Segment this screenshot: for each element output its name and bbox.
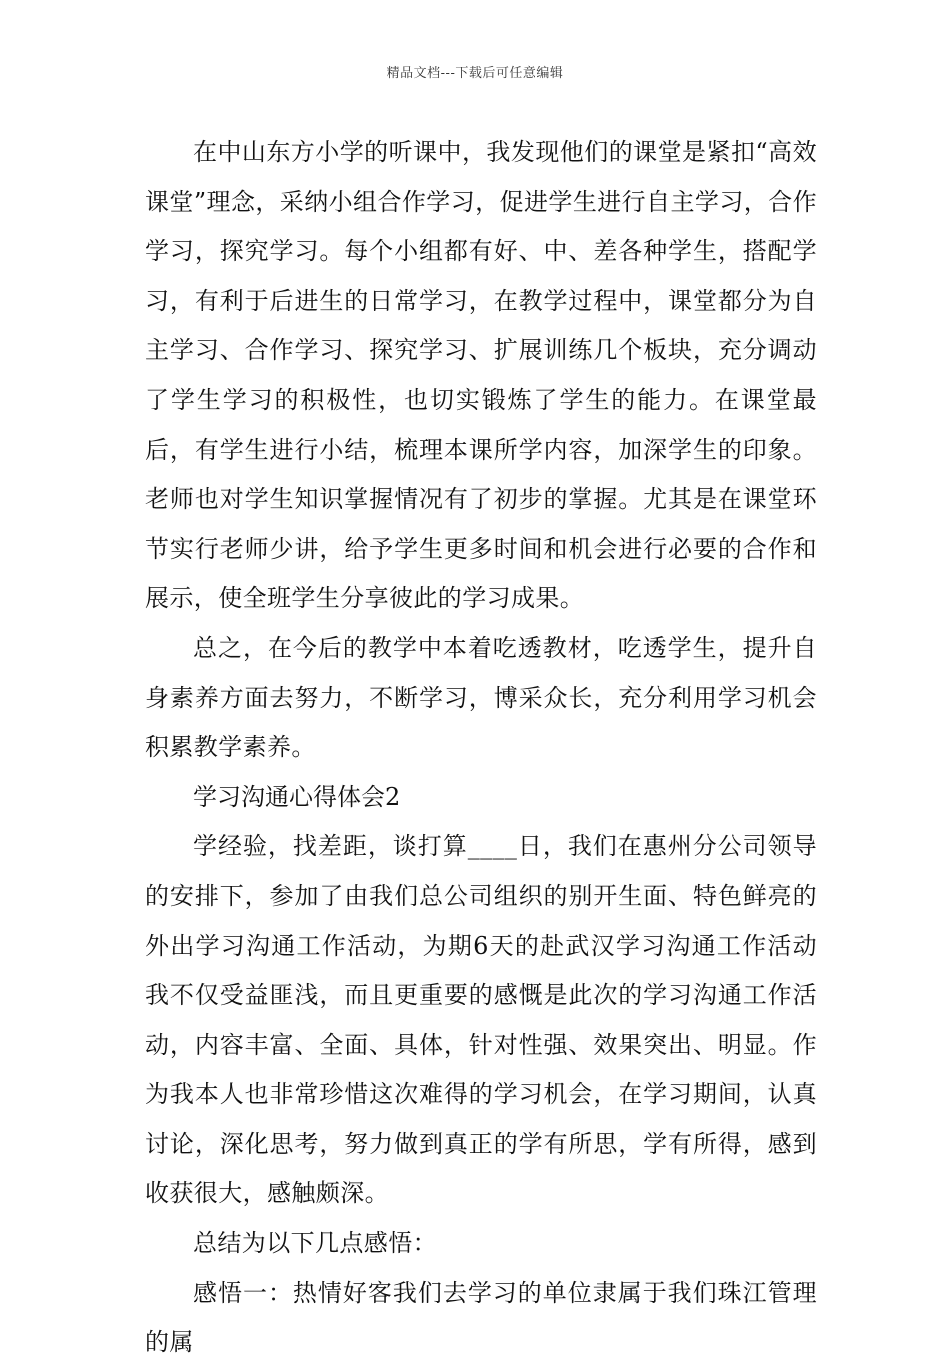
paragraph-1: 在中山东方小学的听课中，我发现他们的课堂是紧扣“高效课堂”理念，采纳小组合作学习，促进学生进行自主学习，合作学习，探究学习。每个小组都有好、中、差各种学生，搭配学习，有利于后进生的日常学习，在教学过程中，课堂都分为自主学习、合作学习、探究学习、扩展训练几个板块，充分调动了学生学习的积极性，也切实锻炼了学生的能力。在课堂最后，有学生进行小结，梳理本课所学内容，加深学生的印象。老师也对学生知识掌握情况有了初步的掌握。尤其是在课堂环节实行老师少讲，给予学生更多时间和机会进行必要的合作和展示，使全班学生分享彼此的学习成果。 (145, 138, 817, 613)
paragraph-5: 感悟一：热情好客我们去学习的单位隶属于我们珠江管理的属 (145, 1278, 817, 1357)
page-header: 精品文档---下载后可任意编辑 (386, 66, 564, 81)
document-body (145, 128, 817, 1368)
paragraph-2: 总之，在今后的教学中本着吃透教材，吃透学生，提升自身素养方面去努力，不断学习，博采众长，充分利用学习机会积累教学素养。 (145, 633, 817, 762)
paragraph-4: 总结为以下几点感悟： (193, 1229, 437, 1258)
paragraph-3: 学经验，找差距，谈打算____日，我们在惠州分公司领导的安排下，参加了由我们总公司组织的别开生面、特色鲜亮的外出学习沟通工作活动，为期6天的赴武汉学习沟通工作活动我不仅受益匪浅，而且更重要的感慨是此次的学习沟通工作活动，内容丰富、全面、具体，针对性强、效果突出、明显。作为我本人也非常珍惜这次难得的学习机会，在学习期间，认真讨论，深化思考，努力做到真正的学有所思，学有所得，感到收获很大，感触颇深。 (145, 832, 817, 1208)
section-heading: 学习沟通心得体会2 (193, 782, 401, 811)
